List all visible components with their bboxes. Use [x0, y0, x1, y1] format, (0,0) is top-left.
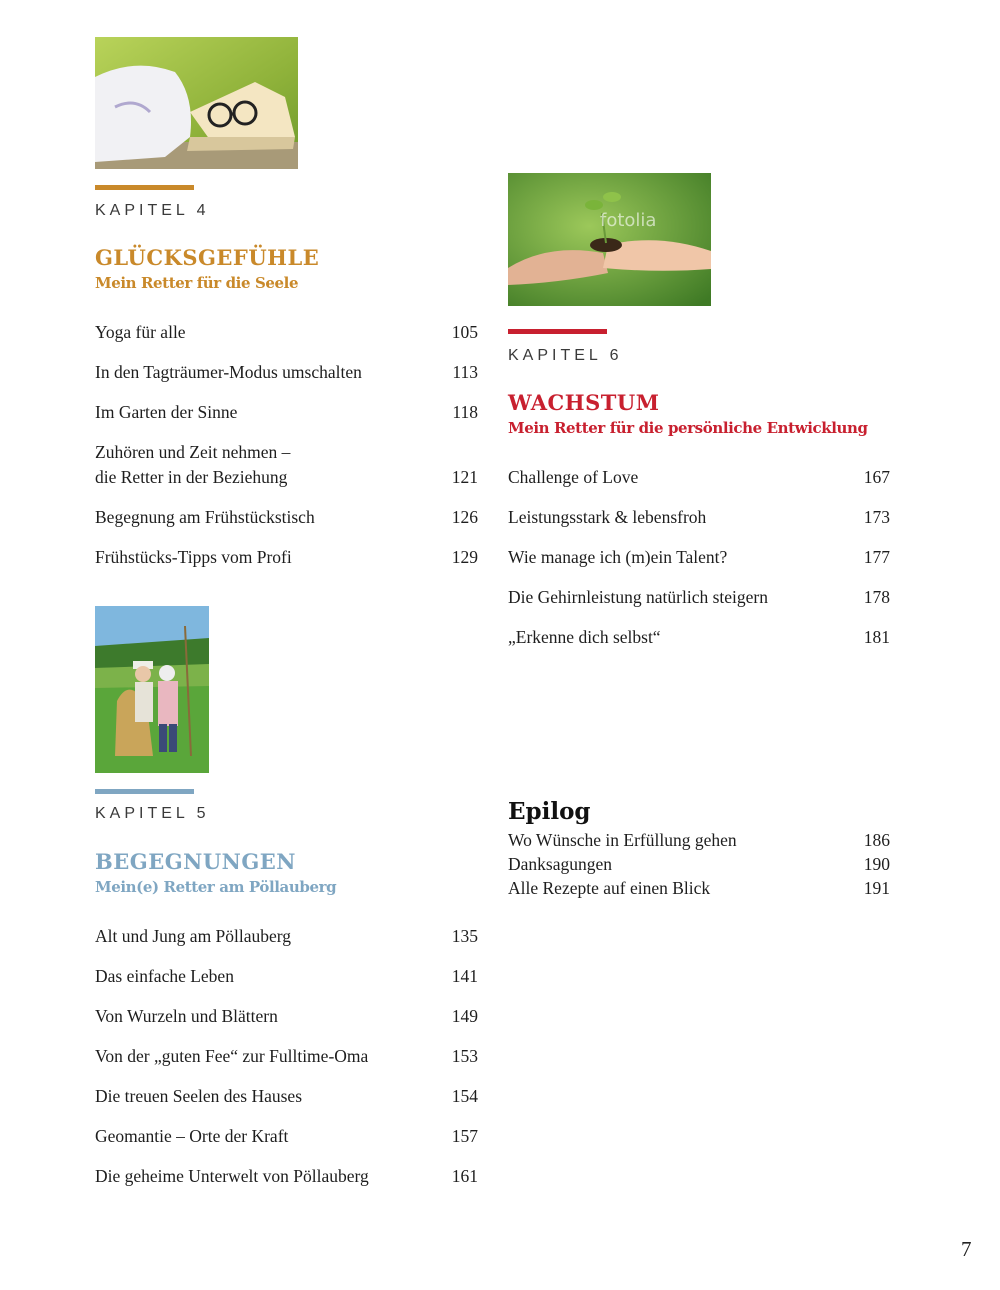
- toc-entry-title: Alt und Jung am Pöllauberg: [95, 926, 292, 946]
- chapter-4-subtitle: Mein Retter für die Seele: [95, 274, 299, 292]
- toc-entry-page: 105: [451, 322, 478, 342]
- toc-entry[interactable]: [95, 440, 478, 490]
- chapter-6-kapitel-label: KAPITEL 6: [508, 347, 623, 364]
- toc-entry-page: 153: [451, 1046, 478, 1066]
- toc-entry-title: Das einfache Leben: [95, 966, 234, 986]
- toc-entry-page: 121: [451, 467, 478, 487]
- toc-entry-page: 178: [863, 587, 890, 607]
- toc-entry-title: Leistungsstark & lebensfroh: [508, 507, 707, 527]
- toc-entry-page: 149: [451, 1006, 478, 1026]
- chapter-5-kapitel-label: KAPITEL 5: [95, 805, 210, 822]
- toc-entry-title: Begegnung am Frühstückstisch: [95, 507, 315, 527]
- toc-entry-page: 190: [863, 854, 890, 874]
- chapter-6-photo-hands-seedling: [508, 173, 711, 306]
- toc-entry-title: Challenge of Love: [508, 467, 639, 487]
- chapter-6-toc: [508, 465, 890, 665]
- toc-entry-title: Wie manage ich (m)ein Talent?: [508, 547, 728, 567]
- toc-entry[interactable]: [95, 1164, 478, 1189]
- toc-entry-page: 154: [451, 1086, 478, 1106]
- toc-entry[interactable]: [95, 964, 478, 989]
- toc-entry[interactable]: [95, 924, 478, 949]
- toc-entry[interactable]: [508, 545, 890, 570]
- toc-entry-title: Geomantie – Orte der Kraft: [95, 1126, 289, 1146]
- toc-entry[interactable]: [95, 505, 478, 530]
- chapter-4-photo-glasses-book: [95, 37, 298, 169]
- chapter-5-toc: [95, 924, 478, 1204]
- toc-entry[interactable]: [95, 1004, 478, 1029]
- toc-entry[interactable]: [508, 465, 890, 490]
- chapter-5-title: BEGEGNUNGEN: [95, 849, 296, 874]
- toc-entry-page: 191: [863, 878, 890, 898]
- toc-entry-title: Von Wurzeln und Blättern: [95, 1006, 278, 1026]
- chapter-6-subtitle: Mein Retter für die persönliche Entwicklung: [508, 419, 868, 437]
- toc-entry[interactable]: [95, 1124, 478, 1149]
- toc-entry[interactable]: [95, 360, 478, 385]
- toc-entry-page: 135: [451, 926, 478, 946]
- toc-entry-title: Frühstücks-Tipps vom Profi: [95, 547, 292, 567]
- chapter-6-title: WACHSTUM: [508, 390, 660, 415]
- toc-entry-page: 129: [451, 547, 478, 567]
- toc-entry[interactable]: [95, 1044, 478, 1069]
- toc-entry-title: „Erkenne dich selbst“: [508, 627, 661, 647]
- toc-entry-title: Alle Rezepte auf einen Blick: [508, 878, 711, 898]
- toc-entry-title: Wo Wünsche in Erfüllung gehen: [508, 830, 737, 850]
- fotolia-watermark: fotolia: [600, 210, 657, 231]
- toc-entry[interactable]: [508, 852, 890, 876]
- toc-entry-page: 126: [451, 507, 478, 527]
- chapter-4-title: GLÜCKSGEFÜHLE: [95, 245, 320, 270]
- chapter-4-kapitel-label: KAPITEL 4: [95, 202, 210, 219]
- toc-entry-title: Im Garten der Sinne: [95, 402, 238, 422]
- toc-entry[interactable]: [508, 625, 890, 650]
- toc-entry-page: 113: [452, 362, 478, 382]
- toc-entry[interactable]: [95, 1084, 478, 1109]
- toc-entry-page: 157: [451, 1126, 478, 1146]
- toc-entry-title: Die Gehirnleistung natürlich steigern: [508, 587, 768, 607]
- toc-entry-page: 181: [863, 627, 890, 647]
- epilog-title: Epilog: [508, 798, 591, 825]
- toc-entry[interactable]: [95, 400, 478, 425]
- toc-entry[interactable]: [508, 828, 890, 852]
- toc-entry-page: 141: [451, 966, 478, 986]
- chapter-5-photo-elderly-couple: [95, 606, 209, 773]
- chapter-4-accent-bar: [95, 185, 194, 190]
- toc-entry-page: 186: [863, 830, 890, 850]
- toc-entry[interactable]: [508, 505, 890, 530]
- toc-entry-page: 118: [452, 402, 478, 422]
- toc-entry[interactable]: [508, 585, 890, 610]
- toc-entry-title: Die treuen Seelen des Hauses: [95, 1086, 303, 1106]
- toc-entry-page: 167: [863, 467, 890, 487]
- toc-entry[interactable]: [95, 320, 478, 345]
- chapter-5-subtitle: Mein(e) Retter am Pöllauberg: [95, 878, 337, 896]
- toc-entry[interactable]: [508, 876, 890, 900]
- chapter-4-toc: [95, 320, 478, 585]
- epilog-toc: [508, 828, 890, 900]
- toc-entry-title: Yoga für alle: [95, 322, 186, 342]
- toc-entry-page: 161: [451, 1166, 478, 1186]
- toc-entry[interactable]: [95, 545, 478, 570]
- toc-entry-page: 173: [863, 507, 890, 527]
- toc-entry-title: Die geheime Unterwelt von Pöllauberg: [95, 1166, 369, 1186]
- chapter-5-accent-bar: [95, 789, 194, 794]
- toc-entry-title: Danksagungen: [508, 854, 613, 874]
- page-number: 7: [961, 1237, 972, 1261]
- toc-entry-title: Zuhören und Zeit nehmen – die Retter in der Beziehung: [95, 442, 291, 487]
- toc-entry-title: Von der „guten Fee“ zur Fulltime-Oma: [95, 1046, 369, 1066]
- chapter-6-accent-bar: [508, 329, 607, 334]
- toc-entry-page: 177: [863, 547, 890, 567]
- toc-entry-title: In den Tagträumer-Modus umschalten: [95, 362, 362, 382]
